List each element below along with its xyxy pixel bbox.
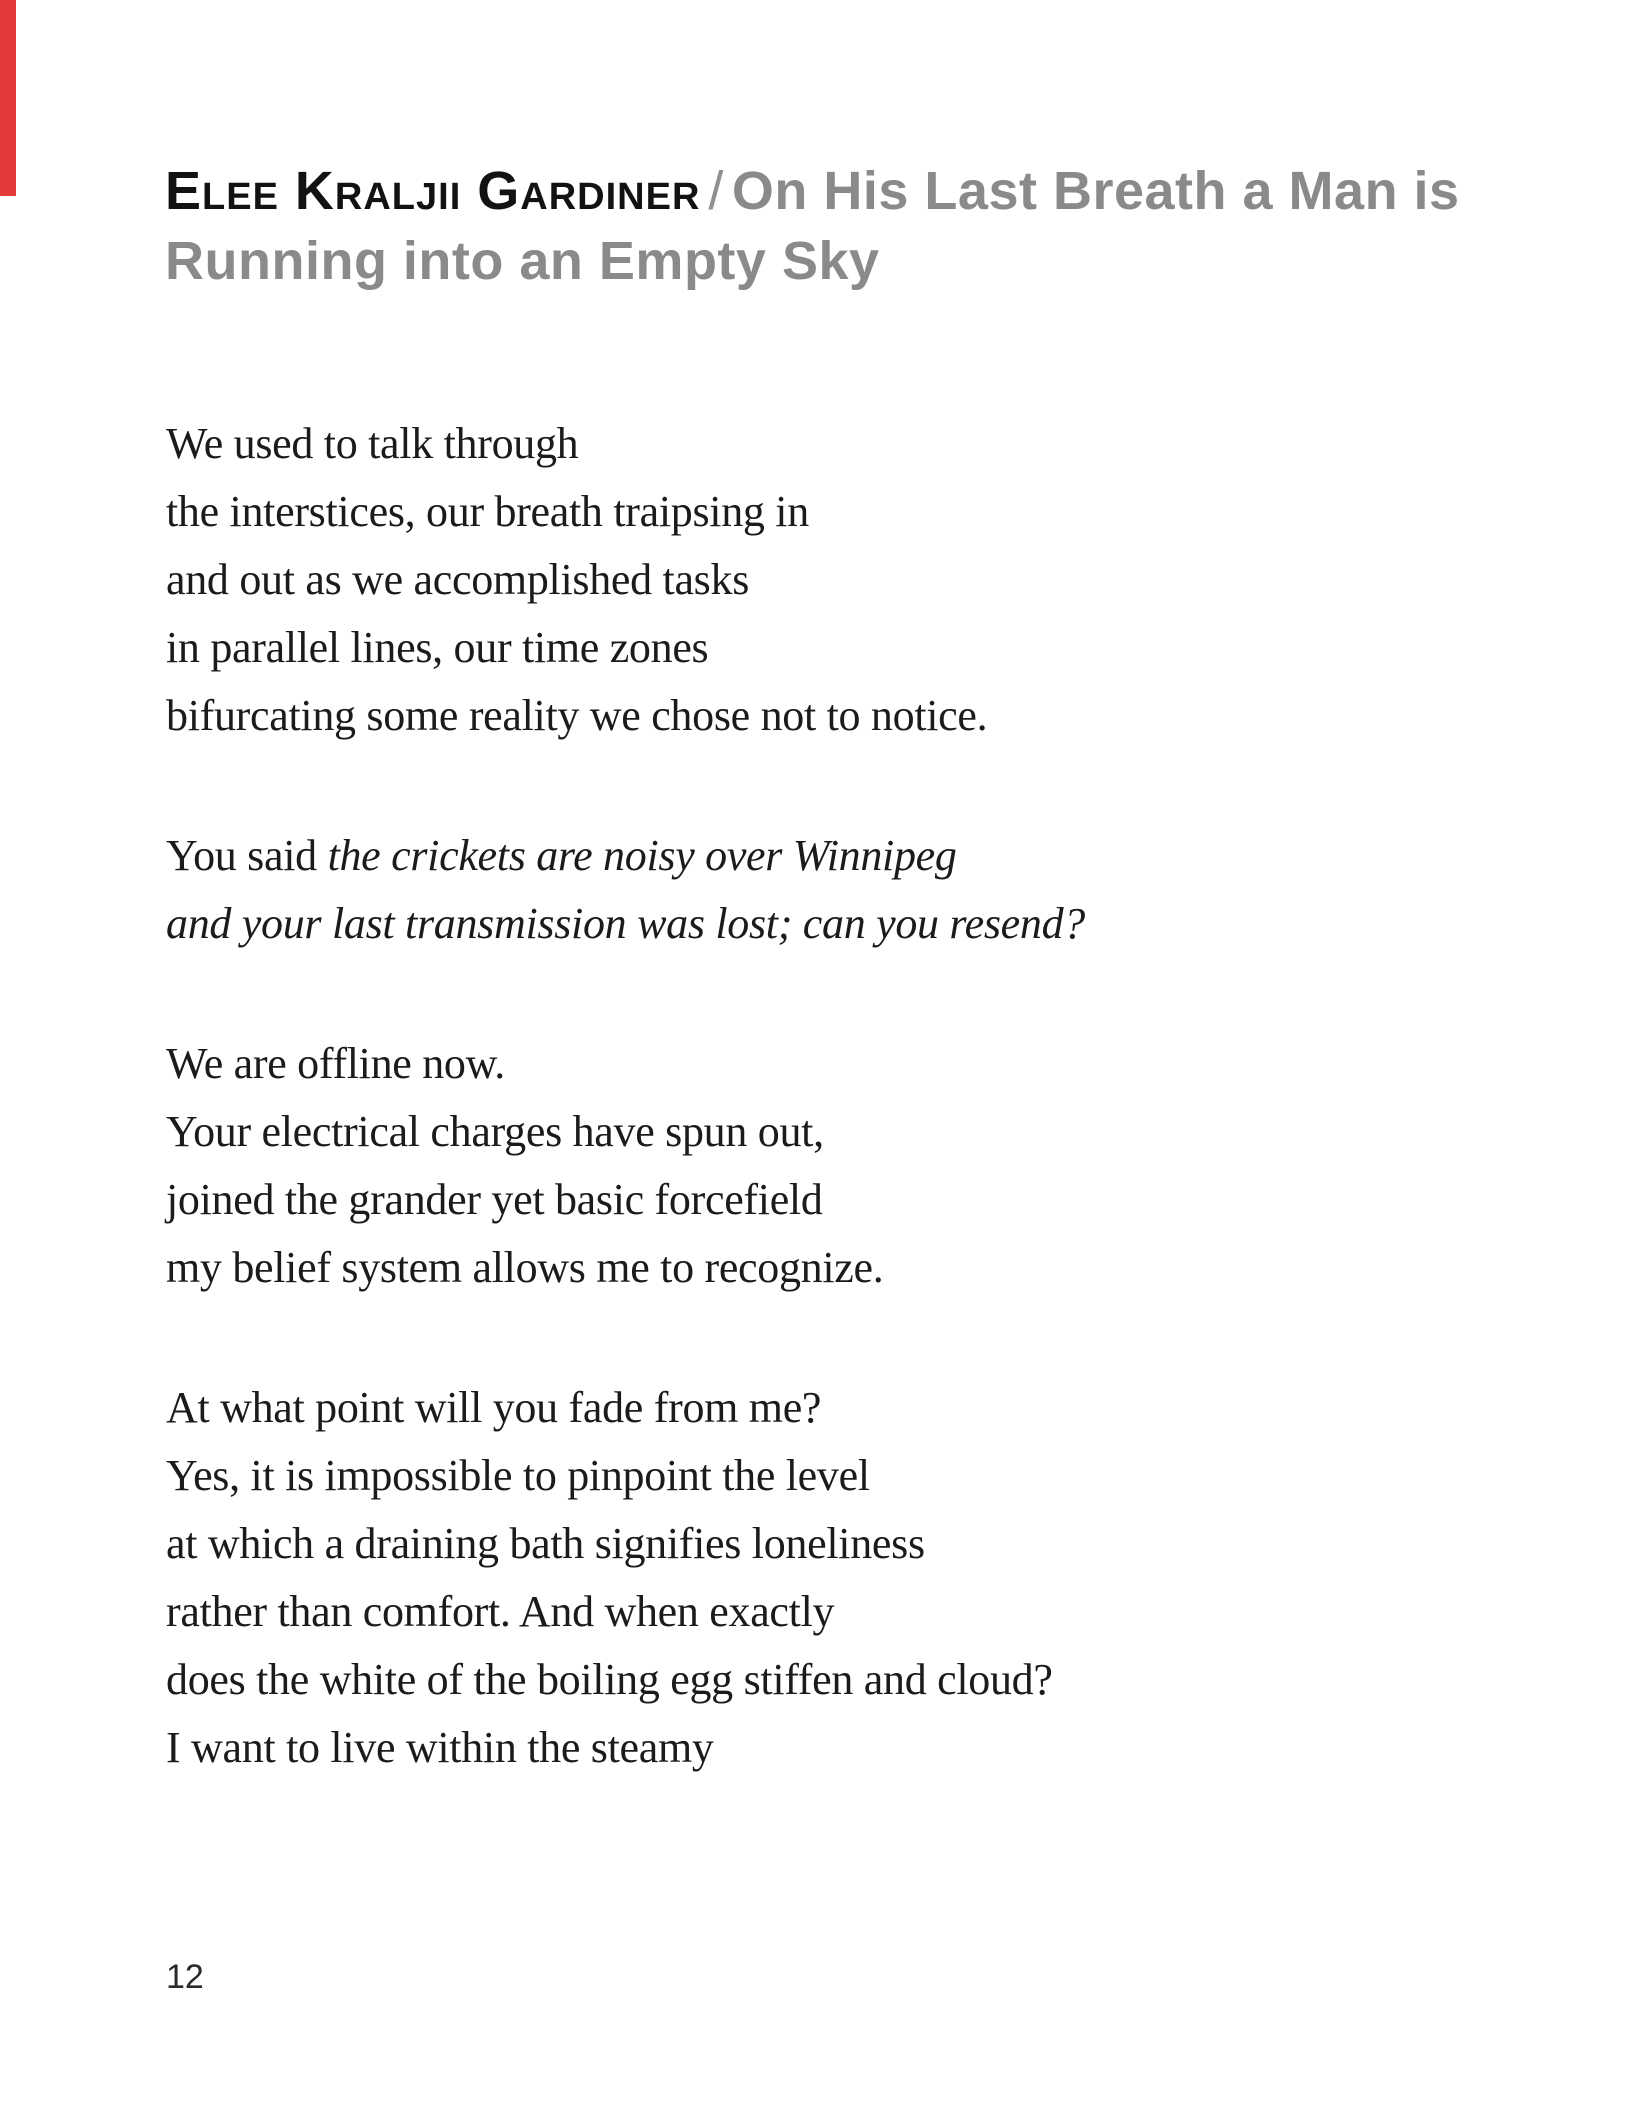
stanza-3 xyxy=(166,1030,1085,1302)
poem-line: I want to live within the steamy xyxy=(166,1723,714,1772)
stanza-1 xyxy=(166,410,1085,750)
poem-line: joined the grander yet basic forcefield xyxy=(166,1175,823,1224)
author-name: Elee Kraljii Gardiner xyxy=(165,161,701,221)
poem-line: We used to talk through xyxy=(166,419,579,468)
poem-title-line1: On His Last Breath a Man is xyxy=(731,161,1460,221)
poem-line-roman-segment: You said xyxy=(166,831,328,880)
poem-line: Yes, it is impossible to pinpoint the level xyxy=(166,1451,870,1500)
stanza-4 xyxy=(166,1374,1085,1782)
poem-line: the interstices, our breath traipsing in xyxy=(166,487,809,536)
poem-title-line2: Running into an Empty Sky xyxy=(165,231,880,291)
poem-body xyxy=(166,410,1085,1782)
title-separator-slash: / xyxy=(708,161,724,221)
poem-line: At what point will you fade from me? xyxy=(166,1383,822,1432)
poem-header xyxy=(165,156,1545,296)
page-number: 12 xyxy=(166,1958,204,1996)
poem-line: bifurcating some reality we chose not to notice. xyxy=(166,691,988,740)
page-edge-accent-bar xyxy=(0,0,16,196)
poem-line: Your electrical charges have spun out, xyxy=(166,1107,824,1156)
poem-line: does the white of the boiling egg stiffen and cloud? xyxy=(166,1655,1053,1704)
poem-line-italic-segment: the crickets are noisy over Winnipeg xyxy=(327,831,957,880)
poem-line-italic: and your last transmission was lost; can you resend? xyxy=(166,899,1085,948)
poem-line xyxy=(166,822,1085,890)
poem-line: at which a draining bath signifies loneliness xyxy=(166,1519,925,1568)
stanza-2 xyxy=(166,822,1085,958)
poem-line: and out as we accomplished tasks xyxy=(166,555,750,604)
poem-line: my belief system allows me to recognize. xyxy=(166,1243,884,1292)
poem-line: in parallel lines, our time zones xyxy=(166,623,709,672)
poem-line: We are offline now. xyxy=(166,1039,505,1088)
poem-line: rather than comfort. And when exactly xyxy=(166,1587,835,1636)
